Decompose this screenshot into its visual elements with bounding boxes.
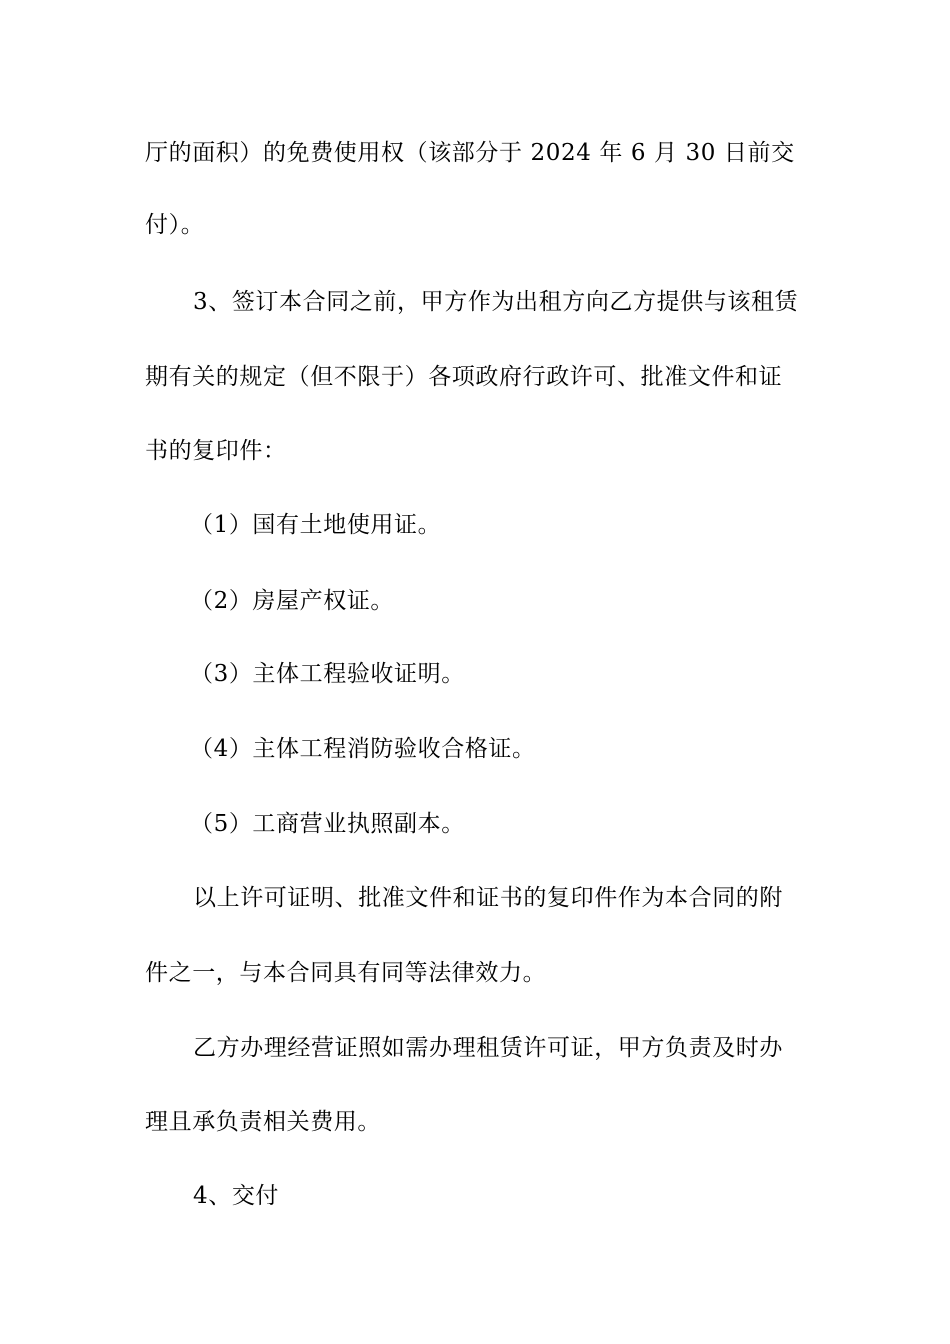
text-line: 付）。	[145, 212, 205, 238]
list-item: （3）主体工程验收证明。	[190, 661, 465, 687]
text-line: 书的复印件：	[145, 438, 287, 464]
list-item: （4）主体工程消防验收合格证。	[190, 736, 536, 762]
text-line: 厅的面积）的免费使用权（该部分于 2024 年 6 月 30 日前交	[145, 140, 795, 166]
list-item: （5）工商营业执照副本。	[190, 811, 465, 837]
list-item: （2）房屋产权证。	[190, 588, 395, 614]
text-line: 件之一，与本合同具有同等法律效力。	[145, 960, 547, 986]
paragraph-start: 3、签订本合同之前，甲方作为出租方向乙方提供与该租赁	[193, 289, 799, 315]
section-heading: 4、交付	[193, 1183, 280, 1209]
paragraph-start: 以上许可证明、批准文件和证书的复印件作为本合同的附	[193, 885, 783, 911]
list-item: （1）国有土地使用证。	[190, 512, 442, 538]
paragraph-start: 乙方办理经营证照如需办理租赁许可证，甲方负责及时办	[193, 1035, 783, 1061]
text-line: 期有关的规定（但不限于）各项政府行政许可、批准文件和证	[145, 364, 783, 390]
text-line: 理且承负责相关费用。	[145, 1109, 381, 1135]
